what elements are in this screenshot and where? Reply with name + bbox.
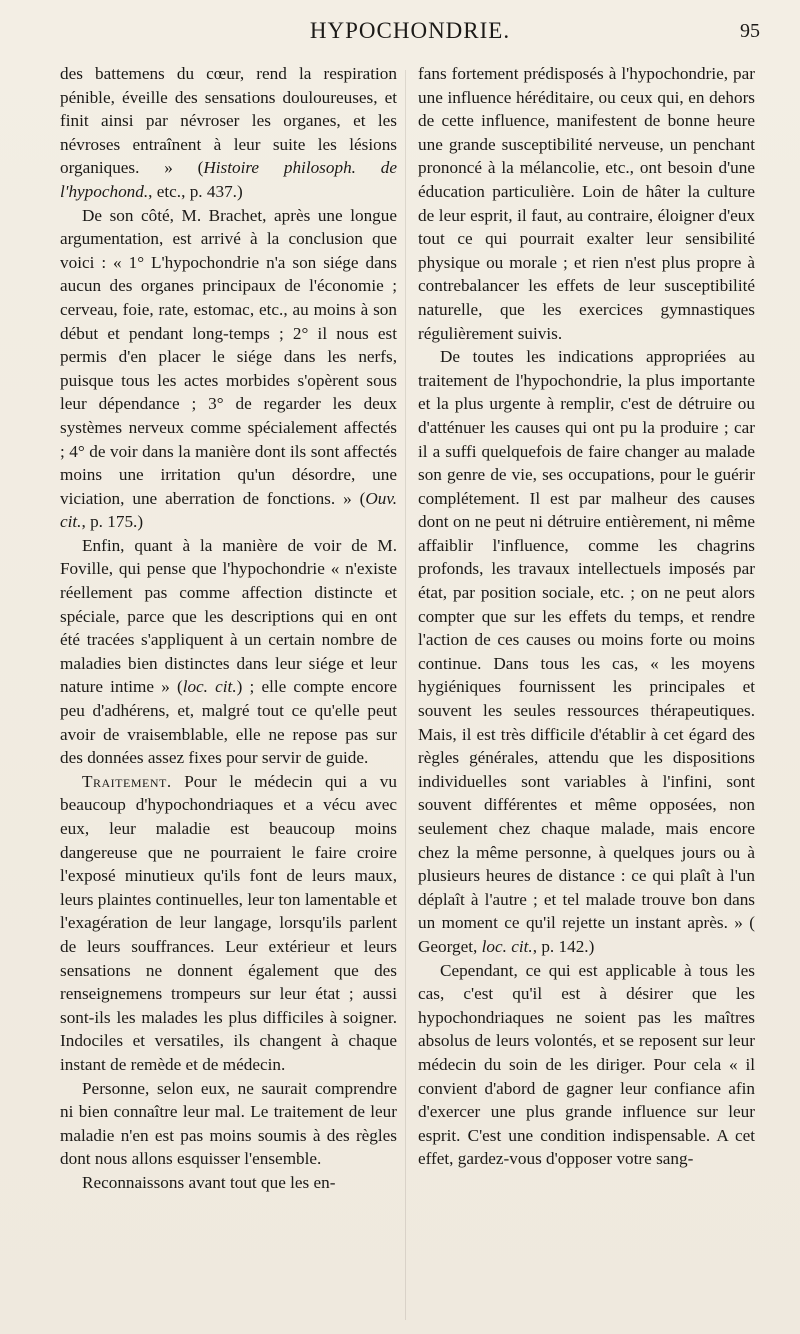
paragraph-5 bbox=[60, 1077, 397, 1171]
paragraph-text: Enfin, quant à la manière de voir de M. Foville, qui pense que l'hypochondrie « n'existe réellement pas comme affection distincte et spéciale, parce que les descriptions qui en ont été tracées s'appliquent à un certain nombre de maladies bien distinctes dans leur siége et leur nature intime » ( bbox=[60, 535, 397, 697]
citation: Ouv. cit. bbox=[60, 488, 397, 532]
paragraph-1 bbox=[60, 62, 397, 204]
running-header bbox=[60, 16, 760, 50]
paragraph-text: De toutes les indications appropriées au traitement de l'hypochondrie, la plus importante et la plus urgente à remplir, c'est de détruire ou d'atténuer les causes qui ont pu la produire ; car il a suffi quelquefois de faire changer au malade son genre de vie, ses occupations, pour le guérir complétement. Il est par malheur des causes dont on ne peut ni détruire entièrement, ni même affaiblir l'influence, comme les chagrins profonds, les travaux intellectuels imposés par état, par position sociale, etc. ; on ne peut alors compter que sur les effets du temps, et rendre l'action de ces causes ou moins forte ou moins continue. Dans tous les cas, « les moyens hygiéniques fournissent les principales et souvent les seules ressources thérapeutiques. Mais, il est très difficile d'établir à cet égard des règles générales, attendu que les dispositions individuelles sont variables à l'infini, sont souvent différentes et même opposées, non seulement chez chaque malade, mais encore chez la même personne, à quelques jours ou à plusieurs heures de distance : ce qui plaît à l'un déplaît à l'autre ; et tel malade trouve bon dans un moment ce qu'il rejette un instant après. » ( Georget, bbox=[418, 347, 755, 956]
paragraph-text: fans fortement prédisposés à l'hypochondrie, par une influence héréditaire, ou ceux qui, en dehors de cette influence, manifestent de bonne heure une grande susceptibilité nerveuse, un penchant prononcé à la mélancolie, etc., ont besoin d'une éducation particulière. Loin de hâter la culture de leur esprit, il faut, au contraire, éloigner d'eux tout ce qui pourrait exalter leur sensibilité physique ou morale ; et rien n'est plus propre à contrebalancer les effets de leur susceptibilité naturelle, que les exercices gymnastiques régulièrement suivis. bbox=[418, 64, 755, 343]
page-number: 95 bbox=[740, 20, 760, 42]
paragraph-text: Reconnaissons avant tout que les en- bbox=[82, 1172, 336, 1192]
paragraph-2 bbox=[60, 204, 397, 534]
section-heading-traitement: Traitement. bbox=[82, 771, 172, 791]
paragraph-text: Personne, selon eux, ne saurait comprendre ni bien connaître leur mal. Le traitement de leur maladie n'en est pas moins soumis à des règles dont nous allons esquisser l'ensemble. bbox=[60, 1078, 397, 1169]
paragraph-6 bbox=[60, 1171, 397, 1195]
paragraph-3 bbox=[418, 959, 755, 1171]
paragraph-text: , p. 142.) bbox=[532, 936, 595, 956]
paragraph-4 bbox=[60, 770, 397, 1077]
column-gutter bbox=[405, 70, 406, 1320]
citation: loc. cit. bbox=[481, 936, 533, 956]
paragraph-1 bbox=[418, 62, 755, 345]
paragraph-text: des battemens du cœur, rend la respiration pénible, éveille des sensations douloureuses, et finit ainsi par névroser les organes, et les névroses entraînent à leur suite les lésions organiques. » ( bbox=[60, 64, 397, 178]
paragraph-text: Cependant, ce qui est applicable à tous les cas, c'est qu'il est à désirer que les hypochondriaques ne soient pas les maîtres absolus de leurs volontés, et se reposent sur leur médecin du soin de les diriger. Pour cela « il convient d'abord de gagner leur confiance afin d'exercer une plus grande influence sur leur esprit. C'est une condition indispensable. A cet effet, gardez-vous d'opposer votre sang- bbox=[418, 960, 755, 1169]
paragraph-2 bbox=[418, 345, 755, 958]
right-column bbox=[418, 62, 755, 1171]
paragraph-text: , etc., p. 437.) bbox=[148, 181, 243, 201]
running-title: HYPOCHONDRIE. bbox=[309, 18, 511, 43]
paragraph-3 bbox=[60, 534, 397, 770]
citation: Histoire philosoph. de l'hypochond. bbox=[60, 158, 397, 201]
paragraph-text: , p. 175.) bbox=[81, 512, 144, 532]
paragraph-text: Pour le médecin qui a vu beaucoup d'hypochondriaques et a vécu avec eux, leur maladie est beaucoup moins dangereuse que ne pourraient le faire croire l'exposé minutieux qu'ils font de leurs maux, leurs plaintes continuelles, leur ton lamentable et l'exagération de leur langage, lorsqu'ils parlent de leurs souffrances. Leur extérieur et leurs sensations ne donnent également que des renseignemens trompeurs sur leur état ; aussi sont-ils les malades les plus difficiles à soigner. Indociles et versatiles, ils changent à chaque instant de remède et de médecin. bbox=[60, 771, 397, 1074]
citation: loc. cit. bbox=[182, 677, 237, 697]
paragraph-text: De son côté, M. Brachet, après une longue argumentation, est arrivé à la conclusion que voici : « 1° L'hypochondrie n'a son siége dans aucun des organes principaux de l'économie ; cerveau, foie, rate, estomac, etc., au moins à son début et pendant long-temps ; 2° il nous est permis d'en placer le siége dans les nerfs, puisque tous les actes morbides s'opèrent sous leur dépendance ; 3° de regarder les deux systèmes nerveux comme spécialement affectés ; 4° de voir dans la manière dont ils sont affectés moins une irritation qu'un désordre, une viciation, une aberration de fonctions. » ( bbox=[60, 205, 397, 508]
paragraph-text: ) ; elle compte encore peu d'adhérens, et, malgré tout ce qu'elle peut avoir de vraisemblable, elle ne repose pas sur des données assez fixes pour servir de guide. bbox=[60, 677, 397, 768]
left-column bbox=[60, 62, 397, 1195]
